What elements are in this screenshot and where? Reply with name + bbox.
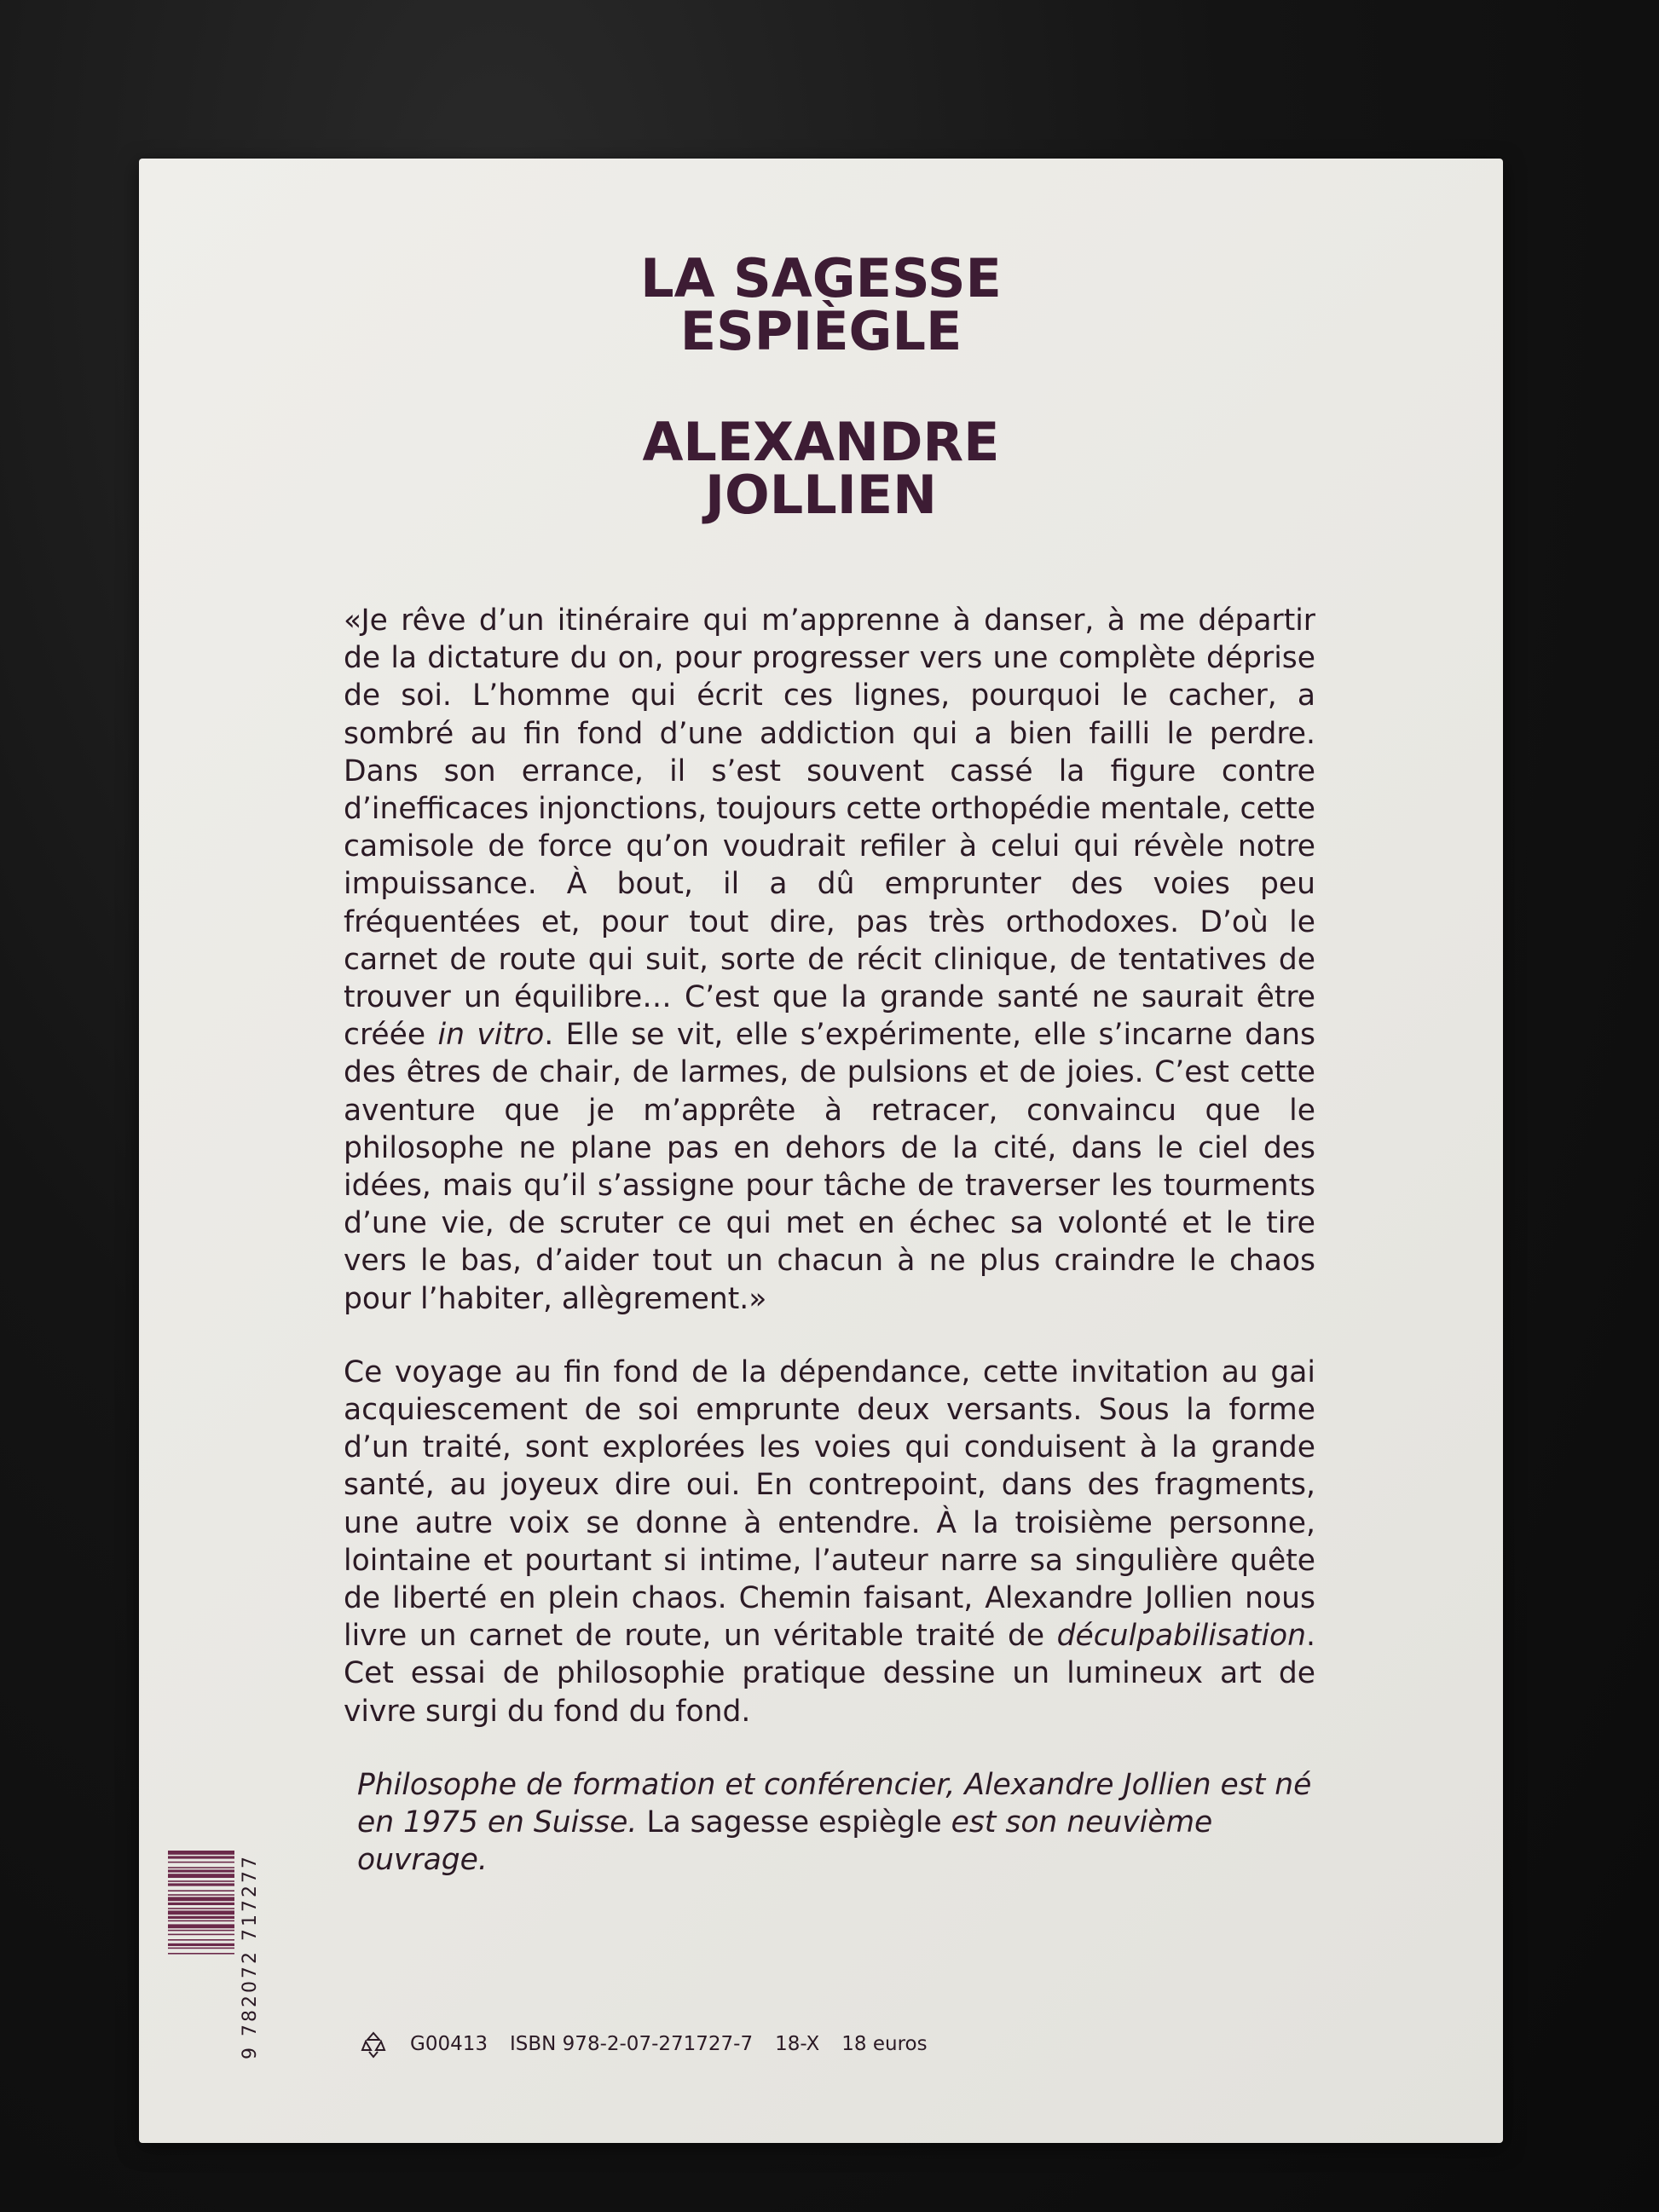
quote-italic: in vitro (437, 1018, 545, 1053)
author-block (139, 411, 1503, 526)
publisher-logo-icon (359, 2030, 388, 2059)
barcode-bar (168, 1943, 234, 1946)
barcode-bar (168, 1903, 234, 1905)
description-paragraph (344, 1354, 1315, 1730)
barcode-bar (168, 1874, 234, 1878)
barcode-bar (168, 1934, 234, 1936)
book-title-line-1: LA SAGESSE (640, 247, 1002, 309)
barcode-bar (168, 1930, 234, 1932)
catalog-code: G00413 (410, 2033, 488, 2055)
description-text-end: . Cet essai de philosophie pratique dessine un lumineux art de vivre surgi du fond du fond. (344, 1619, 1315, 1729)
barcode-bar (168, 1910, 234, 1915)
barcode-bar (168, 1856, 234, 1858)
barcode-bar (168, 1869, 234, 1872)
barcode-bar (168, 1890, 234, 1891)
category-code: 18-X (775, 2033, 820, 2055)
title-block (139, 247, 1503, 526)
book-back-cover (139, 159, 1503, 2143)
bio-book-title: La sagesse espiègle (637, 1805, 942, 1840)
author-bio (357, 1766, 1315, 1880)
quote-text-start: «Je rêve d’un itinéraire qui m’apprenne à danser, à me départir de la dictature du on, pour progresser vers une complète déprise de soi. L’homme qui écrit ces lignes, pourquoi le cacher, a sombré au fin fond d’une addiction qui a bien failli le perdre. Dans son errance, il s’est souvent cassé la figure contre d’inefficaces injonctions, toujours cette orthopédie mentale, cette camisole de force qu’on voudrait refiler à celui qui révèle notre impuissance. À bout, il a dû emprunter des voies peu fréquentées et, pour tout dire, pas très orthodoxes. D’où le carnet de route qui suit, sorte de récit clinique, de tentatives de trouver un équilibre… C’est que la grande santé ne saurait être créée (344, 604, 1315, 1053)
barcode (168, 1851, 234, 2041)
book-title-line-2: ESPIÈGLE (679, 300, 962, 362)
barcode-bar (168, 1948, 234, 1949)
price: 18 euros (841, 2033, 928, 2055)
footer-info (359, 2030, 928, 2059)
barcode-bar (168, 1908, 234, 1909)
barcode-bar (168, 1851, 234, 1855)
barcode-bar (168, 1939, 234, 1941)
barcode-bar (168, 1894, 234, 1896)
quote-text-end: . Elle se vit, elle s’expérimente, elle s’incarne dans des êtres de chair, de larmes, de pulsions et de joies. C’est cette aventure que je m’apprête à retracer, convaincu que le philosophe ne plane pas en dehors de la cité, dans le ciel des idées, mais qu’il s’assigne pour tâche de traverser les tourments d’une vie, de scruter ce qui met en échec sa volonté et le tire vers le bas, d’aider tout un chacun à ne plus craindre le chaos pour l’habiter, allègrement.» (344, 1018, 1315, 1316)
bio-text-end: est son neuvième ouvrage. (357, 1805, 1213, 1878)
barcode-bar (168, 1953, 234, 1955)
barcode-bar (168, 1897, 234, 1901)
description-italic: déculpabilisation (1056, 1619, 1307, 1654)
barcode-bar (168, 1880, 234, 1882)
bio-text-start: Philosophe de formation et conférencier, Alexandre Jollien est né en 1975 en Suisse. (357, 1767, 1312, 1840)
description-text-start: Ce voyage au fin fond de la dépendance, cette invitation au gai acquiescement de soi emprunte deux versants. Sous la forme d’un traité, sont explorées les voies qui conduisent à la grande santé, au joyeux dire oui. En contrepoint, dans des fragments, une autre voix se donne à entendre. À la troisième personne, lointaine et pourtant si intime, l’auteur narre sa singulière quête de liberté en plein chaos. Chemin faisant, Alexandre Jollien nous livre un carnet de route, un véritable traité de (344, 1354, 1315, 1654)
barcode-digits: 9 782072 717277 (240, 1854, 261, 2059)
barcode-bar (168, 1920, 234, 1922)
author-name-line-2: JOLLIEN (704, 464, 938, 526)
barcode-bar (168, 1924, 234, 1928)
barcode-bar (168, 1862, 234, 1863)
barcode-bar (168, 1867, 234, 1868)
quote-paragraph (344, 602, 1315, 1318)
author-name-line-1: ALEXANDRE (642, 411, 1000, 473)
barcode-bar (168, 1883, 234, 1886)
isbn: ISBN 978-2-07-271727-7 (510, 2033, 754, 2055)
blurb-text (344, 602, 1315, 1915)
barcode-bar (168, 1916, 234, 1919)
